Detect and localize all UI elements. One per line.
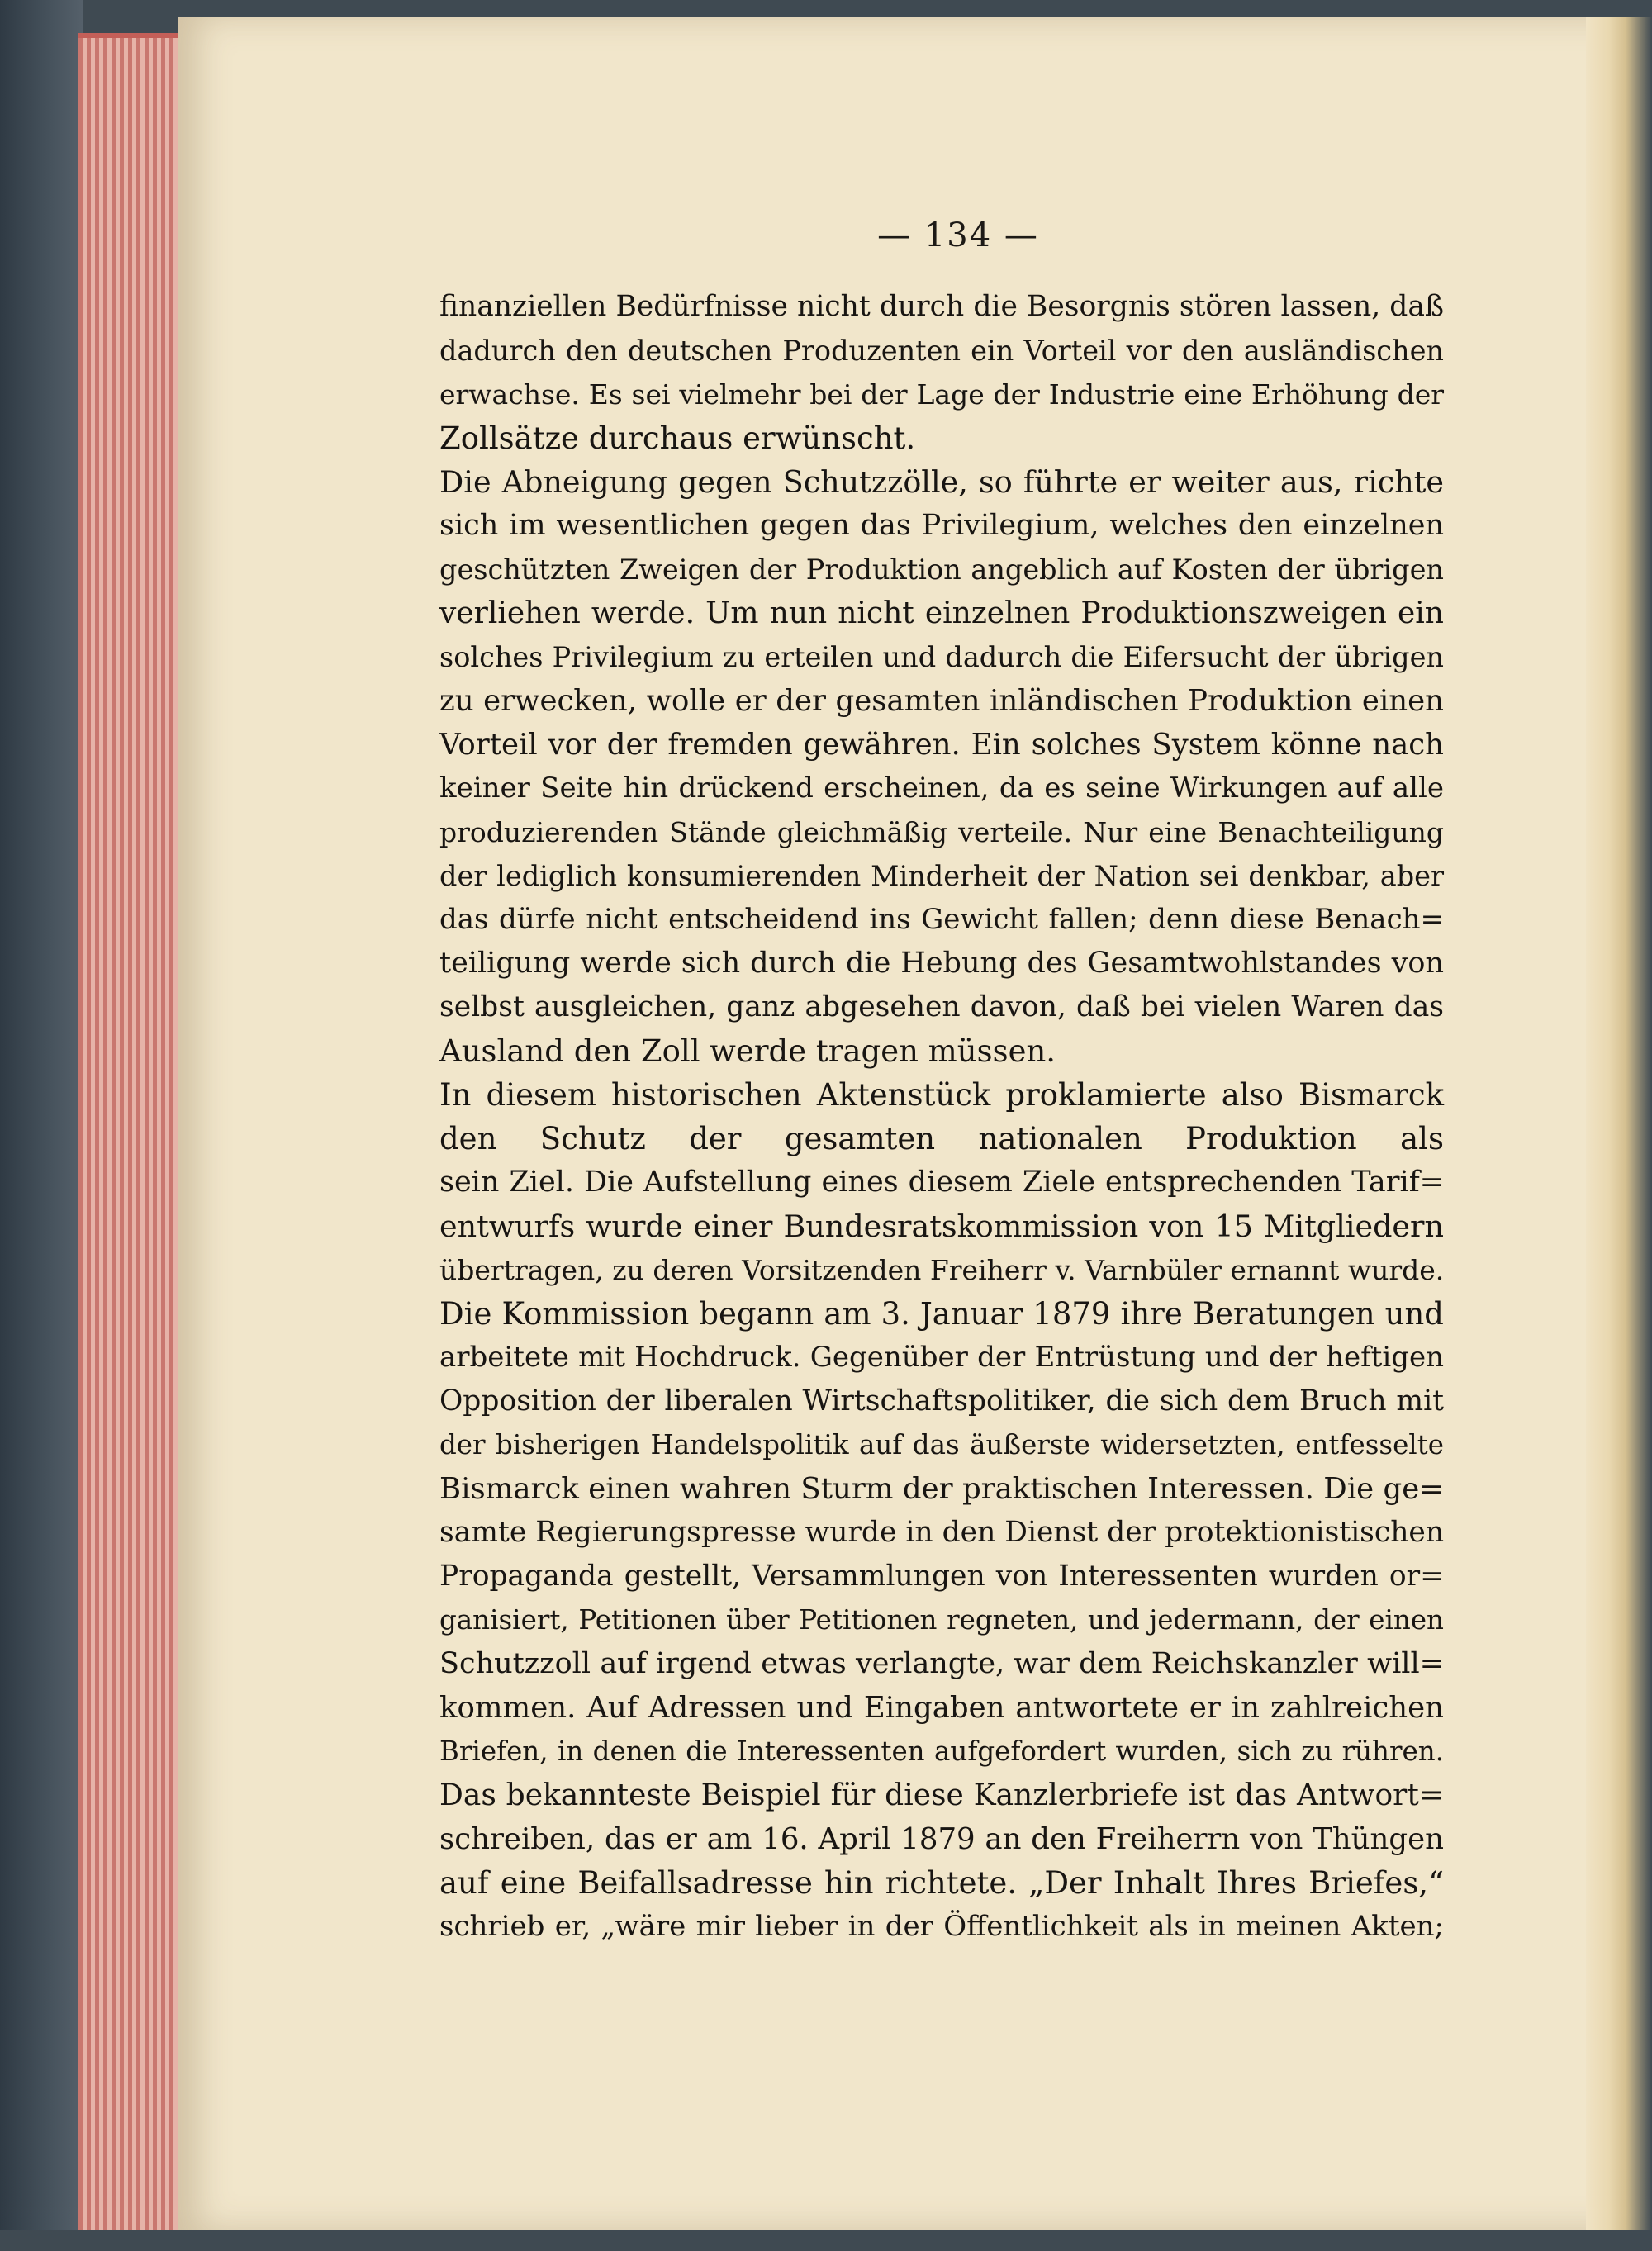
text-line: arbeitete mit Hochdruck. Gegenüber der Entrüstung und der heftigen	[439, 1341, 1444, 1374]
text-line: finanziellen Bedürfnisse nicht durch die Besorgnis stören lassen, daß	[439, 290, 1444, 323]
text-line: Propaganda gestellt, Versammlungen von Interessenten wurden or=	[439, 1560, 1444, 1593]
text-line: Die Kommission begann am 3. Januar 1879 ihre Beratungen und	[439, 1296, 1444, 1332]
page-number: — 134 —	[877, 216, 1039, 254]
text-line: ganisiert, Petitionen über Petitionen regneten, und jedermann, der einen	[439, 1604, 1444, 1636]
text-line: kommen. Auf Adressen und Eingaben antwortete er in zahlreichen	[439, 1691, 1444, 1725]
text-line: dadurch den deutschen Produzenten ein Vorteil vor den ausländischen	[439, 335, 1444, 367]
text-line: teiligung werde sich durch die Hebung des Gesamtwohlstandes von	[439, 947, 1444, 980]
text-line: das dürfe nicht entscheidend ins Gewicht fallen; denn diese Benach=	[439, 903, 1444, 936]
text-line: Vorteil vor der fremden gewähren. Ein solches System könne nach	[439, 728, 1444, 762]
book-cover-bottom	[0, 2230, 1652, 2251]
text-line: übertragen, zu deren Vorsitzenden Freiherr v. Varnbüler ernannt wurde.	[439, 1254, 1445, 1286]
text-line: In diesem historischen Aktenstück proklamierte also Bismarck	[439, 1077, 1444, 1113]
text-line: Opposition der liberalen Wirtschaftspolitiker, die sich dem Bruch mit	[439, 1384, 1444, 1418]
text-line: der bisherigen Handelspolitik auf das äußerste widersetzten, entfesselte	[439, 1429, 1444, 1460]
text-line: entwurfs wurde einer Bundesratskommission von 15 Mitgliedern	[439, 1209, 1444, 1244]
text-line: selbst ausgleichen, ganz abgesehen davon, daß bei vielen Waren das	[439, 990, 1444, 1023]
text-line: Briefen, in denen die Interessenten aufgefordert wurden, sich zu rühren.	[439, 1736, 1444, 1767]
text-line: produzierenden Stände gleichmäßig verteile. Nur eine Benachteiligung	[439, 816, 1444, 848]
text-line: schreiben, das er am 16. April 1879 an den Freiherrn von Thüngen	[439, 1822, 1444, 1856]
page-edges	[78, 33, 190, 2240]
text-line: samte Regierungspresse wurde in den Dienst der protektionistischen	[439, 1516, 1445, 1549]
text-line: geschützten Zweigen der Produktion angeblich auf Kosten der übrigen	[439, 553, 1444, 586]
text-line: Die Abneigung gegen Schutzzölle, so führte er weiter aus, richte	[439, 464, 1444, 500]
text-line: zu erwecken, wolle er der gesamten inländischen Produktion einen	[439, 684, 1444, 718]
text-line: den Schutz der gesamten nationalen Produktion als	[439, 1121, 1444, 1156]
text-line: keiner Seite hin drückend erscheinen, da es seine Wirkungen auf alle	[439, 772, 1444, 805]
text-line: Zollsätze durchaus erwünscht.	[439, 420, 916, 456]
page-gutter-right	[1586, 17, 1652, 2230]
body-text	[439, 285, 1444, 1949]
text-line: Ausland den Zoll werde tragen müssen.	[439, 1033, 1056, 1069]
text-line: auf eine Beifallsadresse hin richtete. „Der Inhalt Ihres Briefes,“	[439, 1865, 1444, 1901]
text-line: der lediglich konsumierenden Minderheit der Nation sei denkbar, aber	[439, 860, 1444, 892]
text-line: Das bekannteste Beispiel für diese Kanzlerbriefe ist das Antwort=	[439, 1778, 1444, 1812]
text-line: Bismarck einen wahren Sturm der praktischen Interessen. Die ge=	[439, 1472, 1444, 1506]
text-line: verliehen werde. Um nun nicht einzelnen Produktionszweigen ein	[439, 596, 1444, 630]
text-line: erwachse. Es sei vielmehr bei der Lage der Industrie eine Erhöhung der	[439, 378, 1444, 411]
text-line: solches Privilegium zu erteilen und dadurch die Eifersucht der übrigen	[439, 641, 1444, 673]
book-cover-left	[0, 0, 83, 2251]
text-line: sich im wesentlichen gegen das Privilegium, welches den einzelnen	[439, 509, 1444, 542]
text-line: schrieb er, „wäre mir lieber in der Öffentlichkeit als in meinen Akten;	[439, 1910, 1444, 1943]
text-line: Schutzzoll auf irgend etwas verlangte, war dem Reichskanzler will=	[439, 1647, 1444, 1680]
text-line: sein Ziel. Die Aufstellung eines diesem Ziele entsprechenden Tarif=	[439, 1166, 1444, 1199]
